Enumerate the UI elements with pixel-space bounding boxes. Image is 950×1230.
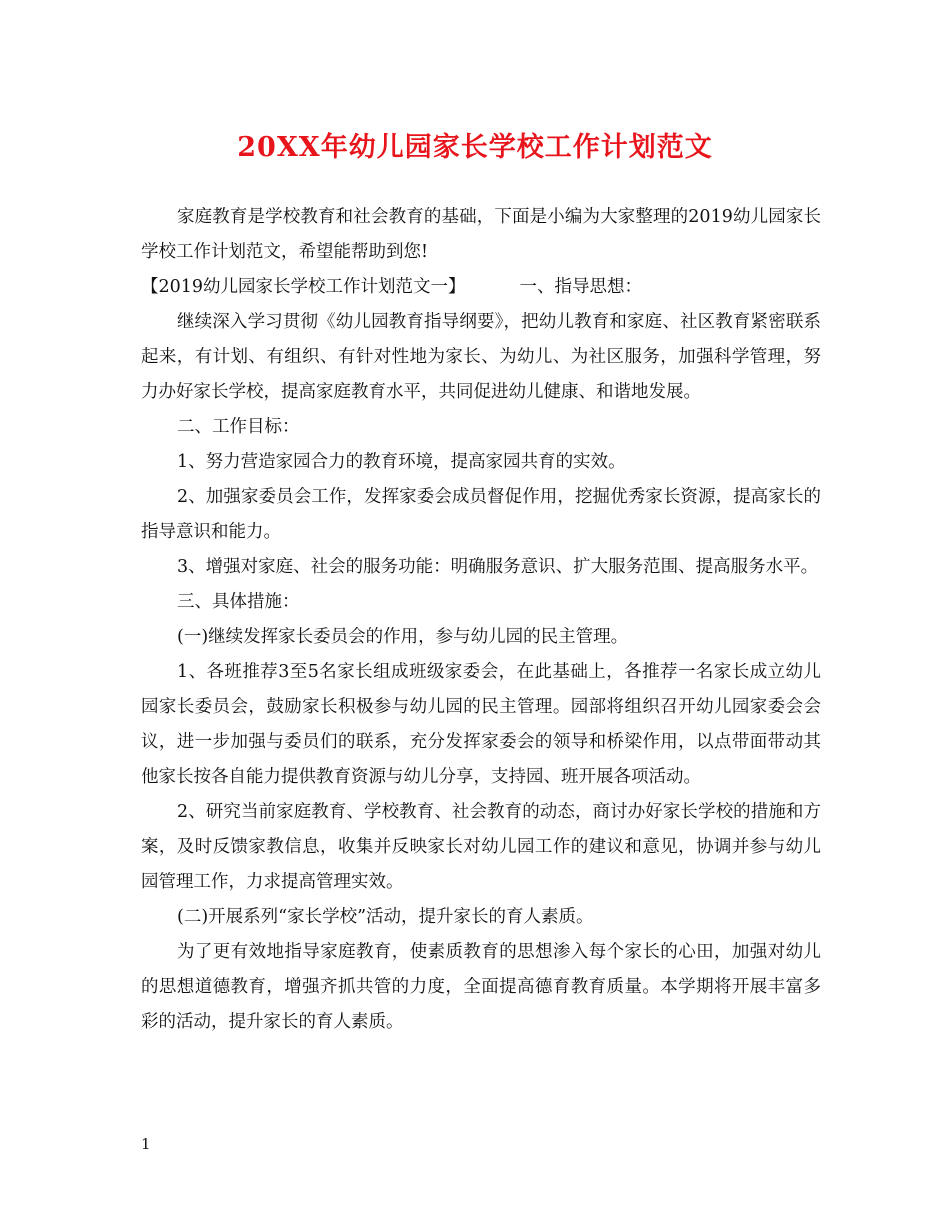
goal-item-2: 2、加强家委员会工作，发挥家委会成员督促作用，挖掘优秀家长资源，提高家长的指导意识和能力。 [141,487,821,542]
section-one-heading: 一、指导思想： [519,277,643,297]
intro-paragraph: 家庭教育是学校教育和社会教育的基础，下面是小编为大家整理的2019幼儿园家长学校工作计划范文，希望能帮助到您! [141,207,821,262]
measure-item-1: 1、各班推荐3至5名家长组成班级家委会，在此基础上，各推荐一名家长成立幼儿园家长委员会，鼓励家长积极参与幼儿园的民主管理。园部将组织召开幼儿园家委会会议，进一步加强与委员们的联系，充分发挥家委会的领导和桥梁作用，以点带面带动其他家长按各自能力提供教育资源与幼儿分享，支持园、班开展各项活动。 [141,662,821,787]
measure-subheading-2: (二)开展系列“家长学校”活动，提升家长的育人素质。 [177,907,594,927]
document-body [141,200,821,1040]
measure-paragraph-parent-school: 为了更有效地指导家庭教育，使素质教育的思想渗入每个家长的心田，加强对幼儿的思想道德教育，增强齐抓共管的力度，全面提高德育教育质量。本学期将开展丰富多彩的活动，提升家长的育人素质。 [141,942,821,1032]
paragraph-guiding-thought: 继续深入学习贯彻《幼儿园教育指导纲要》，把幼儿教育和家庭、社区教育紧密联系起来，有计划、有组织、有针对性地为家长、为幼儿、为社区服务，加强科学管理，努力办好家长学校，提高家庭教育水平，共同促进幼儿健康、和谐地发展。 [141,312,821,402]
section-heading-line [141,270,821,305]
measure-subheading-1: (一)继续发挥家长委员会的作用，参与幼儿园的民主管理。 [177,627,629,647]
document-title: 20XX年幼儿园家长学校工作计划范文 [237,132,713,163]
heading-work-goals: 二、工作目标： [177,417,300,437]
goal-item-3: 3、增强对家庭、社会的服务功能：明确服务意识、扩大服务范围、提高服务水平。 [177,557,819,577]
section-tag: 【2019幼儿园家长学校工作计划范文一】 [141,277,466,297]
goal-item-1: 1、努力营造家园合力的教育环境，提高家园共育的实效。 [177,452,626,472]
measure-item-2: 2、研究当前家庭教育、学校教育、社会教育的动态，商讨办好家长学校的措施和方案，及时反馈家教信息，收集并反映家长对幼儿园工作的建议和意见，协调并参与幼儿园管理工作，力求提高管理实效。 [141,802,821,892]
heading-measures: 三、具体措施： [177,592,300,612]
page-number: 1 [141,1135,151,1153]
